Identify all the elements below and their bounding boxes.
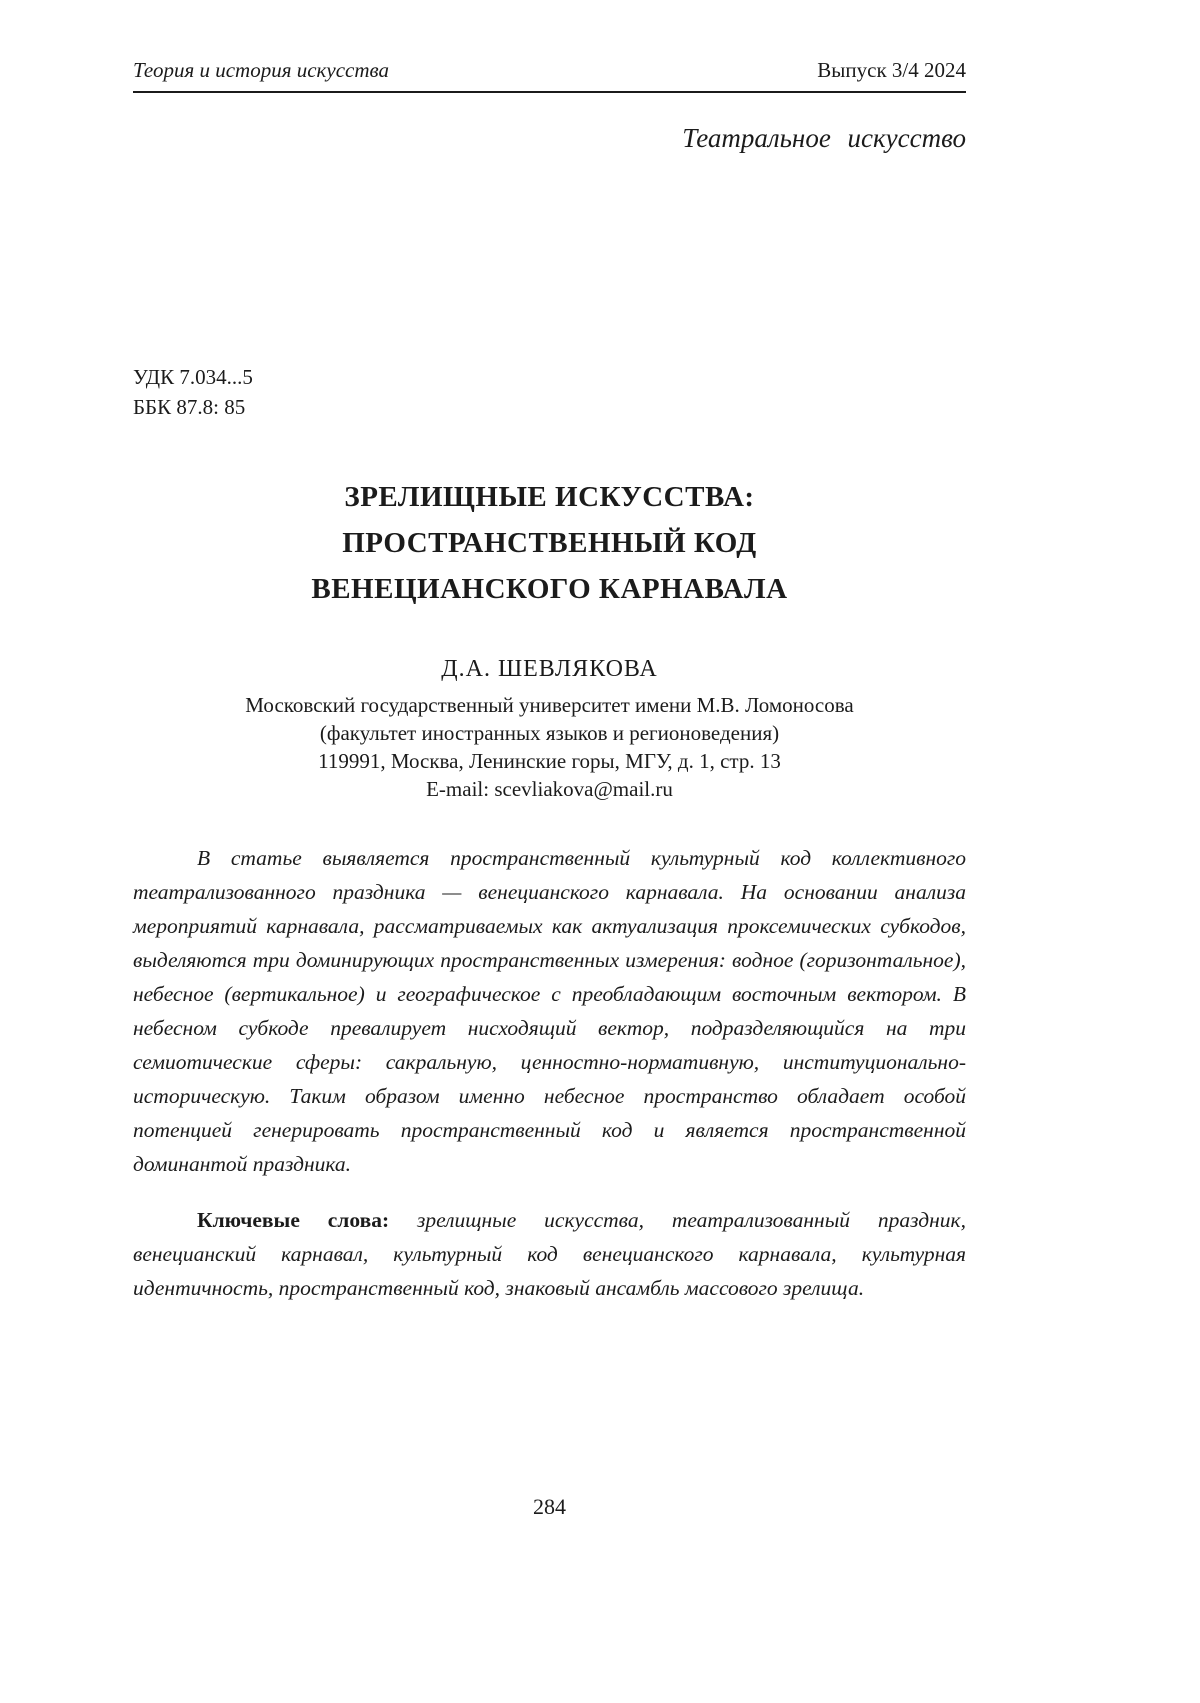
keywords-text: зрелищные искусства, театрализованный праздник, венецианский карнавал, культурный код венецианского карнавала, культурная идентичность, пространственный код, знаковый ансамбль массового зрелища.: [133, 1207, 966, 1300]
classification-block: [133, 362, 966, 422]
journal-section-name: Теория и история искусства: [133, 58, 389, 82]
affiliation-address: 119991, Москва, Ленинские горы, МГУ, д. 1, стр. 13: [318, 749, 781, 773]
keywords-label: Ключевые слова:: [197, 1207, 390, 1232]
affiliation-faculty: (факультет иностранных языков и регионоведения): [319, 721, 780, 745]
article-title: [133, 474, 966, 612]
affiliation-university: Московский государственный университет имени М.В. Ломоносова: [245, 693, 854, 717]
title-line-3: ВЕНЕЦИАНСКОГО КАРНАВАЛА: [311, 573, 788, 605]
title-line-2: ПРОСТРАНСТВЕННЫЙ КОД: [342, 527, 757, 559]
bbk-code: ББК 87.8: 85: [133, 395, 246, 419]
keywords-paragraph: [133, 1203, 966, 1305]
udk-code: УДК 7.034...5: [133, 365, 253, 389]
section-label: Театральное искусство: [682, 123, 966, 153]
issue-info: Выпуск 3/4 2024: [817, 58, 966, 82]
title-line-1: ЗРЕЛИЩНЫЕ ИСКУССТВА:: [344, 481, 755, 513]
page-number: 284: [533, 1494, 566, 1519]
journal-page: [133, 0, 966, 1703]
affiliation-block: [133, 691, 966, 803]
abstract-text: В статье выявляется пространственный культурный код коллективного театрализованного праздника — венецианского карнавала. На основании анализа мероприятий карнавала, рассматриваемых как актуализация проксемических субкодов, выделяются три доминирующих пространственных измерения: водное (горизонтальное), небесное (вертикальное) и географическое с преобладающим восточным вектором. В небесном субкоде превалирует нисходящий вектор, подразделяющийся на три семиотические сферы: сакральную, ценностно-нормативную, институционально-историческую. Таким образом именно небесное пространство обладает особой потенцией генерировать пространственный код и является пространственной доминантой праздника.: [133, 846, 966, 1176]
affiliation-email: E-mail: scevliakova@mail.ru: [426, 777, 673, 801]
running-header: [133, 58, 966, 93]
author-name: Д.А. ШЕВЛЯКОВА: [441, 656, 658, 682]
